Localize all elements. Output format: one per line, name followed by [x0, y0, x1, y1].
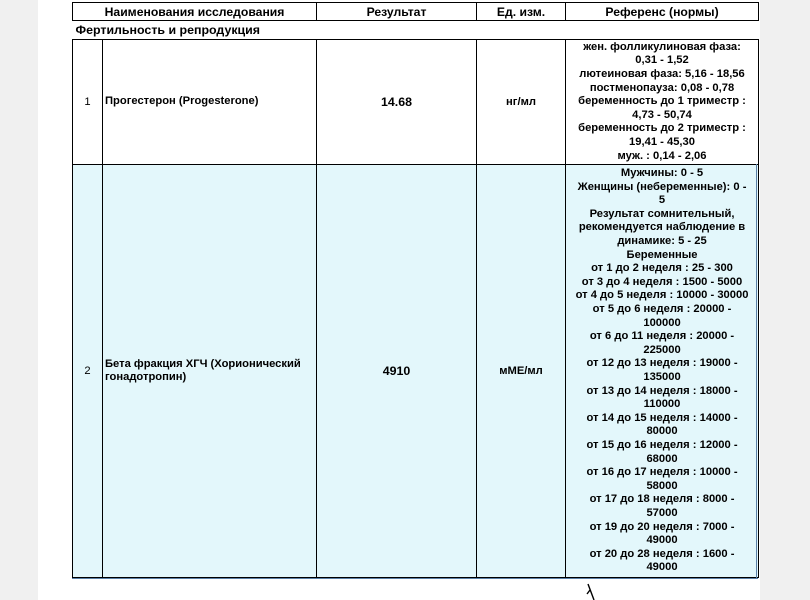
reference-line: от 14 до 15 неделя : 14000 - [586, 411, 738, 424]
reference-line: от 1 до 2 неделя : 25 - 300 [591, 262, 733, 275]
reference-line: от 20 до 28 неделя : 1600 - [589, 547, 735, 560]
reference-line: от 6 до 11 неделя : 20000 - [589, 330, 735, 343]
reference-line: муж. : 0,14 - 2,06 [617, 149, 707, 162]
header-reference: Референс (нормы) [566, 3, 759, 21]
reference-line: от 16 до 17 неделя : 10000 - [586, 466, 738, 479]
header-row [73, 3, 759, 21]
reference-line: рекомендуется наблюдение в [578, 221, 746, 234]
selection-frame-right [756, 164, 757, 578]
reference-line: Результат сомнительный, [589, 207, 735, 220]
reference-line: от 3 до 4 неделя : 1500 - 5000 [581, 275, 743, 288]
cursor-icon [584, 582, 604, 600]
header-result: Результат [317, 3, 477, 21]
reference-line: Беременные [626, 248, 698, 261]
reference-line: динамике: 5 - 25 [617, 235, 707, 248]
reference-line: 58000 [646, 479, 678, 492]
selection-frame-bottom [72, 578, 758, 579]
header-unit: Ед. изм. [477, 3, 566, 21]
lab-results-table [72, 2, 759, 578]
unit-value: нг/мл [477, 40, 566, 165]
reference-line: 57000 [646, 506, 678, 519]
header-name: Наименования исследования [73, 3, 317, 21]
table-row [73, 40, 759, 165]
reference-line: беременность до 1 триместр : [578, 95, 746, 108]
reference-line: Мужчины: 0 - 5 [620, 167, 704, 180]
reference-line: 4,73 - 50,74 [632, 108, 692, 121]
section-row [73, 21, 759, 40]
reference-line: постменопаузa: 0,08 - 0,78 [589, 81, 735, 94]
reference-line: 225000 [643, 343, 681, 356]
table-row [73, 165, 759, 578]
reference-line: 80000 [646, 425, 678, 438]
row-number: 1 [73, 40, 103, 165]
result-value: 14.68 [317, 40, 477, 165]
reference-line: от 15 до 16 неделя : 12000 - [586, 438, 738, 451]
result-value: 4910 [317, 165, 477, 578]
reference-line: 135000 [643, 371, 681, 383]
reference-line: от 19 до 20 неделя : 7000 - [589, 520, 735, 533]
reference-line: от 4 до 5 неделя : 10000 - 30000 [575, 289, 749, 302]
reference-line: жен. фолликулиновая фаза: [583, 40, 741, 53]
reference-line: от 17 до 18 неделя : 8000 - [589, 493, 735, 506]
reference-cell [566, 165, 759, 578]
reference-line: от 13 до 14 неделя : 18000 - [586, 384, 738, 397]
unit-value: мМЕ/мл [477, 165, 566, 578]
reference-line: 19,41 - 45,30 [629, 135, 695, 148]
section-title: Фертильность и репродукция [75, 23, 261, 37]
reference-line: 5 [658, 194, 666, 207]
reference-line: беременность до 2 триместр : [578, 122, 746, 135]
reference-line: 100000 [643, 316, 681, 329]
reference-line: 68000 [646, 452, 678, 465]
reference-cell [566, 40, 759, 165]
reference-line: Женщины (небеременные): 0 - [577, 180, 747, 193]
reference-line: 49000 [646, 534, 678, 547]
reference-line: 110000 [643, 398, 681, 411]
reference-line: 49000 [646, 561, 678, 574]
reference-line: от 5 до 6 неделя : 20000 - [592, 303, 732, 316]
test-name: Бета фракция ХГЧ (Хорионический гонадотропин) [103, 165, 317, 578]
reference-line: от 12 до 13 неделя : 19000 - [586, 357, 738, 370]
reference-line: 0,31 - 1,52 [635, 54, 689, 67]
row-number: 2 [73, 165, 103, 578]
reference-line: лютеиновая фаза: 5,16 - 18,56 [579, 68, 745, 81]
test-name: Прогестерон (Progesterone) [103, 40, 317, 165]
